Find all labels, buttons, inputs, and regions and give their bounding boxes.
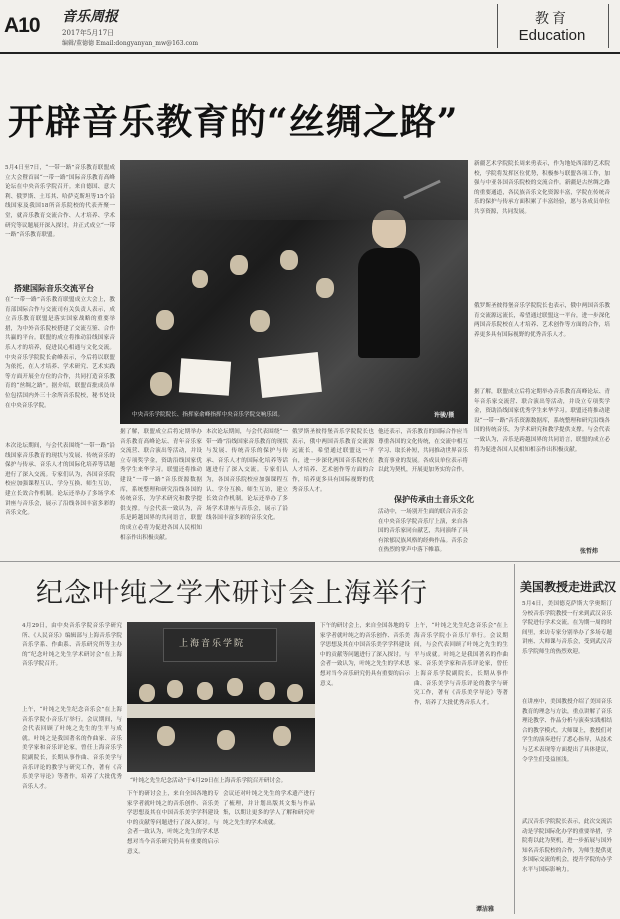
- article3-body-1: 5月4日，美国德克萨斯大学奥斯汀分校音乐学院教授一行来到武汉音乐学院进行学术交流。在为期一周的时间里，来访专家分别举办了多场专题讲座、大师课与音乐会，受到武汉音乐学院师生的热烈欢迎。: [522, 601, 612, 656]
- article2-body-2: 上午，“叶纯之先生纪念音乐会”在上海音乐学院小音乐厅举行。会议期间，与会代表回顾了叶纯之先生的生平与成就。叶纯之是我国著名的作曲家、音乐美学家和音乐评论家，曾任上海音乐学院副院长，长期从事作曲、音乐美学与音乐评论的教学与研究工作，著有《音乐美学导论》等著作，培养了大批优秀音乐人才。: [22, 707, 122, 790]
- article3-headline: 美国教授走进武汉: [520, 580, 617, 594]
- article1-body-1: 在“一带一路”音乐教育联盟成立大会上，教育部国际合作与交流司有关负责人表示，成立音乐教育联盟是落实国家战略的重要举措，为中外音乐院校搭建了交流互鉴、合作共赢的平台。联盟的成立将推动沿线国家音乐人才的培养，促进民心相通与文化交流。中央音乐学院院长俞峰表示，今后将以联盟为依托，在人才培养、学术研究、艺术实践等方面开展全方位的合作，共同打造音乐教育的“丝绸之路”。据介绍，联盟首批成员单位包括国内外三十余所音乐院校，秘书处设在中央音乐学院。: [5, 297, 115, 409]
- article1-subhead-1: 搭建国际音乐交流平台: [14, 283, 94, 293]
- article2-body-4: 下午的研讨会上，来自全国各地的专家学者就叶纯之的音乐创作、音乐美学思想及其在中国音乐美学学科建设中的贡献等问题进行了深入探讨。与会者一致认为，叶纯之先生的学术思想对当今音乐研究仍具有重要的启示意义。: [320, 623, 410, 687]
- seminar-photo: [127, 622, 315, 772]
- section-divider: [0, 561, 620, 562]
- section-title-cn: 教育: [535, 11, 569, 27]
- article2-body-5: 上午，“叶纯之先生纪念音乐会”在上海音乐学院小音乐厅举行。会议期间，与会代表回顾了叶纯之先生的生平与成就。叶纯之是我国著名的作曲家、音乐美学家和音乐评论家，曾任上海音乐学院副院长，长期从事作曲、音乐美学与音乐评论的教学与研究工作，著有《音乐美学导论》等著作，培养了大批优秀音乐人才。: [414, 623, 508, 706]
- article2-body-3b: 会议还对叶纯之先生的学术遗产进行了梳理，并计划出版其文集与作品集，以期让更多的学人了解和研究叶纯之先生的学术成就。: [223, 791, 315, 826]
- article1-lead: 5月4日至7日，“一带一路”音乐教育联盟成立大会暨首届“一带一路”国际音乐教育高峰论坛在中央音乐学院召开。来自德国、意大利、俄罗斯、土耳其、哈萨克斯坦等15个沿线国家及我国18所音乐院校的代表齐聚一堂，就音乐教育交流合作、人才培养、学术研究等议题展开深入探讨，并正式成立“一带一路”音乐教育联盟。: [5, 165, 115, 239]
- article2-body-3a: 下午的研讨会上，来自全国各地的专家学者就叶纯之的音乐创作、音乐美学思想及其在中国音乐美学学科建设中的贡献等问题进行了深入探讨。与会者一致认为，叶纯之先生的学术思想对当今音乐研究仍具有重要的启示意义。: [127, 791, 219, 855]
- column-divider: [514, 564, 515, 914]
- article1-body-3d: 他还表示，音乐教育的国际合作应当尊重各国的文化传统，在交流中相互学习、取长补短，共同推动世界音乐教育事业的发展。各成员单位表示将以此为契机，开展更加务实的合作。: [378, 429, 468, 474]
- article1-body-4: 活动中，一场别开生面的联合音乐会在中央音乐学院音乐厅上演，来自各国的音乐家同台献艺，共同演绎了具有浓郁民族风格的经典作品。音乐会在热烈的掌声中落下帷幕。: [378, 509, 468, 554]
- article1-author: 张哲炜: [580, 548, 599, 555]
- header-rule: [0, 52, 620, 54]
- main-headline: 开辟音乐教育的“丝绸之路”: [8, 101, 459, 143]
- article2-headline: 纪念叶纯之学术研讨会上海举行: [36, 578, 428, 609]
- masthead: 音乐周报: [62, 9, 118, 25]
- seminar-photo-caption: “叶纯之先生纪念活动”于4月29日在上海音乐学院召开研讨会。: [130, 778, 287, 784]
- article1-body-3a: 据了解，联盟成立后将定期举办音乐教育高峰论坛、青年音乐家交流营、联合演出等活动，并设立专项奖学金，资助沿线国家优秀学生来华学习。联盟还将推动建设“一带一路”音乐资源数据库，系统整理和研究沿线各国的传统音乐，为学术研究和教学提供支撑。与会代表一致认为，音乐是跨越国界的共同语言，联盟的成立必将为促进各国人民相知相亲作出积极贡献。: [120, 429, 202, 541]
- article1-body-6: 俄罗斯圣彼得堡音乐学院院长也表示，俄中两国音乐教育交流源远流长，希望通过联盟这一平台，进一步深化两国音乐院校在人才培养、艺术创作等方面的合作，培养更多具有国际视野的优秀音乐人才。: [474, 303, 610, 338]
- article1-body-5: 新疆艺术学院院长周来勇表示，作为地处西部的艺术院校，学院将发挥区位优势，积极参与联盟各项工作，加强与中亚各国音乐院校的交流合作。新疆是古丝绸之路的重要通道，各民族音乐文化资源丰富，学院在传统音乐的保护与传承方面积累了丰富经验，愿与各成员单位共享资源，共同发展。: [474, 161, 610, 216]
- article1-body-3c: 俄罗斯圣彼得堡音乐学院院长也表示，俄中两国音乐教育交流源远流长，希望通过联盟这一平台，进一步深化两国音乐院校在人才培养、艺术创作等方面的合作，培养更多具有国际视野的优秀音乐人才。: [292, 429, 374, 493]
- orchestra-photo: [120, 160, 468, 424]
- page-number: A10: [4, 14, 40, 37]
- photo-credit: 许骏/摄: [434, 412, 455, 419]
- issue-date: 2017年5月17日: [62, 29, 115, 37]
- article1-body-3b: 本次论坛期间，与会代表围绕“一带一路”沿线国家音乐教育的现状与发展、传统音乐的保护与传承、音乐人才的国际化培养等话题进行了深入交流。专家们认为，各国音乐院校应加强课程互认、学分互换、师生互访，建立长效合作机制。论坛还举办了多场学术讲座与音乐会，展示了沿线各国丰富多彩的音乐文化。: [206, 429, 288, 522]
- article2-author: 谭洁雅: [476, 906, 495, 913]
- article1-subhead-2: 保护传承由土音乐文化: [394, 494, 474, 504]
- section-title-en: Education: [518, 27, 586, 44]
- photo-caption: 中央音乐学院院长、指挥家俞峰指挥中央音乐学院交响乐团。: [132, 412, 284, 418]
- article1-body-2: 本次论坛期间，与会代表围绕“一带一路”沿线国家音乐教育的现状与发展、传统音乐的保护与传承、音乐人才的国际化培养等话题进行了深入交流。专家们认为，各国音乐院校应加强课程互认、学分互换、师生互访，建立长效合作机制。论坛还举办了多场学术讲座与音乐会，展示了沿线各国丰富多彩的音乐文化。: [5, 443, 115, 517]
- editor-line: 编辑/董德德 Email:dongyanyan_mw@163.com: [62, 40, 199, 47]
- article2-body-1: 4月29日，由中央音乐学院音乐学研究所、《人民音乐》编辑部与上海音乐学院音乐学系、作曲系、音乐研究所等主办的“纪念叶纯之先生学术研讨会”在上海音乐学院召开。: [22, 623, 122, 668]
- photo-wall-text: 上海音乐学院: [179, 639, 246, 649]
- article1-body-7: 据了解，联盟成立后将定期举办音乐教育高峰论坛、青年音乐家交流营、联合演出等活动，并设立专项奖学金，资助沿线国家优秀学生来华学习。联盟还将推动建设“一带一路”音乐资源数据库，系统整理和研究沿线各国的传统音乐，为学术研究和教学提供支撑。与会代表一致认为，音乐是跨越国界的共同语言，联盟的成立必将为促进各国人民相知相亲作出积极贡献。: [474, 389, 610, 453]
- article3-body-3: 武汉音乐学院院长表示，此次交流活动是学院国际化办学的重要举措，学院将以此为契机，进一步拓展与国外知名音乐院校的合作，为师生提供更多国际交流的机会，提升学院的办学水平与国际影响力。: [522, 819, 612, 874]
- article3-body-2: 在讲座中，美国教授介绍了美国音乐教育的理念与方法，重点讲解了音乐理论教学、作品分析与演奏实践相结合的教学模式。大师课上，教授们对学生的演奏进行了悉心指导，从技术与艺术表现等方面提出了具体建议，令学生们受益匪浅。: [522, 699, 612, 763]
